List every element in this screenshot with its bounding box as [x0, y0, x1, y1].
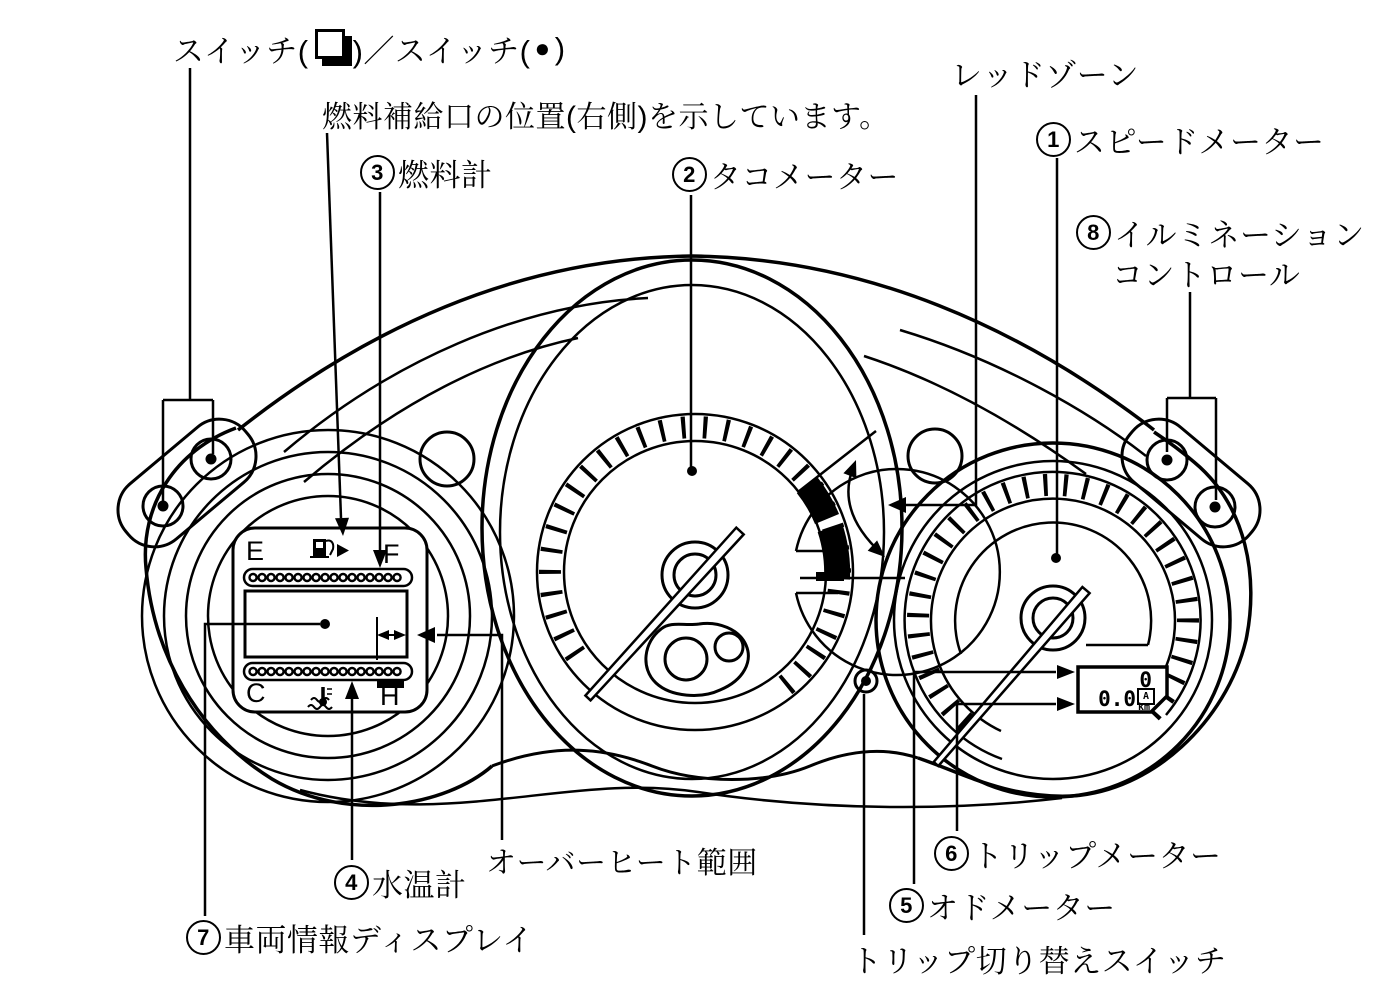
label-number: 8: [1076, 215, 1111, 250]
label-odometer: [889, 883, 1116, 928]
label-temp-gauge: [334, 860, 467, 905]
odometer-value: 0: [1139, 668, 1152, 692]
switch-label: [173, 26, 566, 71]
odo-trip-select-button-icon: [315, 29, 345, 59]
label-number: 1: [1036, 122, 1071, 157]
fuel-filler-note: [322, 92, 890, 136]
label-illumination: [1076, 210, 1365, 255]
illumination-callout: [1167, 292, 1216, 500]
label-text: 水温計: [372, 868, 467, 903]
label-overheat-range: [486, 838, 758, 882]
label-fuel-gauge: [360, 150, 493, 195]
bezel-curve: [304, 338, 578, 482]
speedometer-gauge: [855, 443, 1230, 797]
fuel-empty-letter: E: [246, 536, 265, 566]
fuel-filler-note-text: 燃料補給口の位置(右側)を示しています。: [322, 101, 890, 134]
red-zone-arc: [807, 485, 827, 519]
callout-lines: [163, 68, 1216, 935]
label-text: 車両情報ディスプレイ: [224, 923, 534, 958]
fuel-full-letter: F: [383, 539, 400, 569]
label-number: 7: [186, 920, 221, 955]
label-text: スピードメーター: [1074, 125, 1325, 160]
label-text: コントロール: [1112, 258, 1301, 293]
distance-unit: km: [1138, 702, 1151, 713]
switch-label-text: ): [554, 30, 566, 66]
label-red-zone: [951, 50, 1139, 95]
label-text: トリップメーター: [972, 839, 1222, 874]
red-zone-callout: [906, 95, 976, 505]
label-illumination-line2: [1112, 250, 1300, 295]
temp-hot-letter: H: [380, 681, 400, 711]
label-number: 6: [934, 836, 969, 871]
left-gauge-pod: [142, 430, 514, 802]
label-text: トリップ切り替えスイッチ: [851, 944, 1227, 979]
trip-meter-value: 0.0: [1098, 687, 1136, 711]
temp-cold-letter: C: [246, 678, 266, 708]
label-tachometer: [672, 152, 899, 197]
label-text: オーバーヒート範囲: [486, 847, 758, 880]
label-number: 5: [889, 888, 924, 923]
red-zone-arc: [830, 528, 837, 579]
label-text: 燃料計: [398, 158, 493, 193]
switch-label-text: )／スイッチ(: [352, 34, 531, 69]
bezel-curve: [900, 330, 1146, 456]
label-text: オドメーター: [927, 891, 1116, 926]
label-trip-meter: [934, 831, 1222, 876]
label-info-display: [186, 915, 534, 960]
trip-reset-button-icon: ●: [534, 33, 551, 63]
label-text: イルミネーション: [1114, 218, 1365, 253]
label-text: レッドゾーン: [951, 58, 1140, 93]
switch-label-text: スイッチ(: [173, 34, 309, 69]
label-trip-select-switch: [851, 936, 1227, 981]
red-zone-leader-line: [798, 431, 876, 492]
label-text: タコメーター: [710, 160, 899, 195]
label-number: 3: [360, 155, 395, 190]
label-number: 2: [672, 157, 707, 192]
label-speedometer: [1036, 117, 1324, 162]
label-number: 4: [334, 865, 369, 900]
trip-mode-indicator: A: [1137, 688, 1155, 705]
